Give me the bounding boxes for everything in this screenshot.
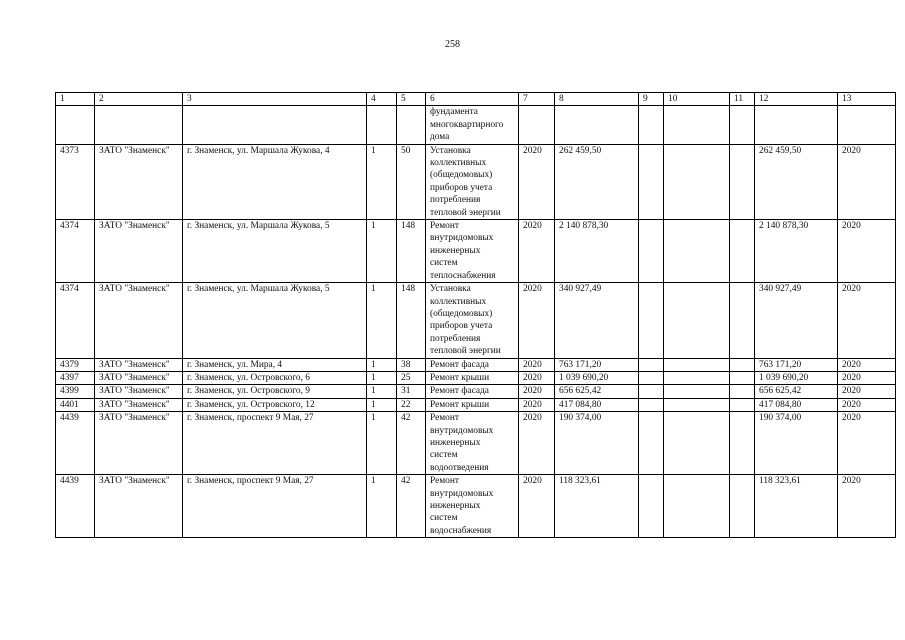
col-5-value-cell: 25	[397, 371, 426, 384]
col-13-year-cell: 2020	[838, 398, 896, 411]
col-7-year-cell: 2020	[519, 220, 555, 283]
col-10-value-cell	[664, 398, 730, 411]
col-7-year-cell: 2020	[519, 283, 555, 358]
col-5-value-cell: 148	[397, 220, 426, 283]
record-number-cell: 4379	[56, 358, 95, 371]
col-9-value-cell	[639, 358, 664, 371]
table-row	[56, 412, 896, 475]
col-13-year-cell: 2020	[838, 412, 896, 475]
col-4-value-cell: 1	[367, 283, 397, 358]
col-9-value-cell	[639, 220, 664, 283]
address-cell	[183, 106, 367, 144]
column-header: 8	[555, 93, 639, 106]
header-row	[56, 93, 896, 106]
cost-col-12-cell: 262 459,50	[755, 144, 838, 219]
municipality-cell: ЗАТО "Знаменск"	[95, 371, 183, 384]
column-header: 7	[519, 93, 555, 106]
col-9-value-cell	[639, 371, 664, 384]
col-13-year-cell: 2020	[838, 220, 896, 283]
address-cell: г. Знаменск, ул. Маршала Жукова, 5	[183, 283, 367, 358]
municipality-cell: ЗАТО "Знаменск"	[95, 220, 183, 283]
address-cell: г. Знаменск, ул. Маршала Жукова, 5	[183, 220, 367, 283]
record-number-cell: 4374	[56, 283, 95, 358]
address-cell: г. Знаменск, проспект 9 Мая, 27	[183, 475, 367, 538]
address-cell: г. Знаменск, ул. Островского, 12	[183, 398, 367, 411]
col-10-value-cell	[664, 385, 730, 398]
table-row	[56, 475, 896, 538]
column-header: 6	[426, 93, 519, 106]
column-header: 1	[56, 93, 95, 106]
column-header: 9	[639, 93, 664, 106]
col-11-value-cell	[730, 371, 755, 384]
cost-col-12-cell: 763 171,20	[755, 358, 838, 371]
cost-col-12-cell: 190 374,00	[755, 412, 838, 475]
col-13-year-cell: 2020	[838, 385, 896, 398]
col-9-value-cell	[639, 144, 664, 219]
cost-total-cell: 118 323,61	[555, 475, 639, 538]
col-4-value-cell	[367, 106, 397, 144]
col-4-value-cell: 1	[367, 475, 397, 538]
work-type-cell: Ремонт крыши	[426, 371, 519, 384]
work-type-cell: фундамента многоквартирного дома	[426, 106, 519, 144]
work-type-cell: Ремонт внутридомовых инженерных систем водоснабжения	[426, 475, 519, 538]
column-header: 10	[664, 93, 730, 106]
col-11-value-cell	[730, 412, 755, 475]
col-11-value-cell	[730, 358, 755, 371]
cost-col-12-cell: 340 927,49	[755, 283, 838, 358]
col-13-year-cell: 2020	[838, 475, 896, 538]
address-cell: г. Знаменск, ул. Островского, 9	[183, 385, 367, 398]
col-7-year-cell: 2020	[519, 475, 555, 538]
work-type-cell: Установка коллективных (общедомовых) приборов учета потребления тепловой энергии	[426, 144, 519, 219]
municipality-cell: ЗАТО "Знаменск"	[95, 144, 183, 219]
col-11-value-cell	[730, 106, 755, 144]
table-row	[56, 385, 896, 398]
municipality-cell: ЗАТО "Знаменск"	[95, 398, 183, 411]
work-type-cell: Ремонт фасада	[426, 385, 519, 398]
col-11-value-cell	[730, 475, 755, 538]
col-10-value-cell	[664, 220, 730, 283]
col-9-value-cell	[639, 283, 664, 358]
record-number-cell: 4373	[56, 144, 95, 219]
col-4-value-cell: 1	[367, 412, 397, 475]
work-type-cell: Ремонт фасада	[426, 358, 519, 371]
works-table	[55, 92, 896, 538]
col-4-value-cell: 1	[367, 398, 397, 411]
record-number-cell: 4439	[56, 475, 95, 538]
col-5-value-cell: 148	[397, 283, 426, 358]
col-9-value-cell	[639, 412, 664, 475]
col-10-value-cell	[664, 371, 730, 384]
table-row	[56, 358, 896, 371]
cost-col-12-cell: 417 084,80	[755, 398, 838, 411]
municipality-cell	[95, 106, 183, 144]
cost-total-cell: 417 084,80	[555, 398, 639, 411]
col-10-value-cell	[664, 283, 730, 358]
work-type-cell: Ремонт внутридомовых инженерных систем теплоснабжения	[426, 220, 519, 283]
col-5-value-cell: 42	[397, 475, 426, 538]
col-11-value-cell	[730, 385, 755, 398]
col-13-year-cell: 2020	[838, 371, 896, 384]
cost-col-12-cell: 1 039 690,20	[755, 371, 838, 384]
cost-total-cell: 763 171,20	[555, 358, 639, 371]
col-9-value-cell	[639, 106, 664, 144]
col-10-value-cell	[664, 144, 730, 219]
address-cell: г. Знаменск, проспект 9 Мая, 27	[183, 412, 367, 475]
address-cell: г. Знаменск, ул. Маршала Жукова, 4	[183, 144, 367, 219]
work-type-cell: Установка коллективных (общедомовых) приборов учета потребления тепловой энергии	[426, 283, 519, 358]
cost-total-cell: 2 140 878,30	[555, 220, 639, 283]
column-header: 3	[183, 93, 367, 106]
col-10-value-cell	[664, 358, 730, 371]
municipality-cell: ЗАТО "Знаменск"	[95, 358, 183, 371]
address-cell: г. Знаменск, ул. Островского, 6	[183, 371, 367, 384]
col-5-value-cell: 22	[397, 398, 426, 411]
municipality-cell: ЗАТО "Знаменск"	[95, 283, 183, 358]
page-number: 258	[445, 39, 460, 50]
record-number-cell: 4439	[56, 412, 95, 475]
col-5-value-cell: 31	[397, 385, 426, 398]
table-row	[56, 220, 896, 283]
col-13-year-cell: 2020	[838, 358, 896, 371]
col-5-value-cell: 50	[397, 144, 426, 219]
col-11-value-cell	[730, 398, 755, 411]
col-10-value-cell	[664, 412, 730, 475]
work-type-cell: Ремонт внутридомовых инженерных систем водоотведения	[426, 412, 519, 475]
col-7-year-cell: 2020	[519, 398, 555, 411]
municipality-cell: ЗАТО "Знаменск"	[95, 412, 183, 475]
col-9-value-cell	[639, 398, 664, 411]
col-9-value-cell	[639, 475, 664, 538]
cost-col-12-cell: 656 625,42	[755, 385, 838, 398]
column-header: 13	[838, 93, 896, 106]
cost-total-cell: 1 039 690,20	[555, 371, 639, 384]
table-row	[56, 106, 896, 144]
work-type-cell: Ремонт крыши	[426, 398, 519, 411]
col-13-year-cell	[838, 106, 896, 144]
col-10-value-cell	[664, 475, 730, 538]
col-7-year-cell: 2020	[519, 144, 555, 219]
col-7-year-cell: 2020	[519, 412, 555, 475]
column-header: 4	[367, 93, 397, 106]
column-header: 2	[95, 93, 183, 106]
address-cell: г. Знаменск, ул. Мира, 4	[183, 358, 367, 371]
record-number-cell	[56, 106, 95, 144]
cost-col-12-cell: 2 140 878,30	[755, 220, 838, 283]
col-4-value-cell: 1	[367, 220, 397, 283]
col-5-value-cell: 42	[397, 412, 426, 475]
col-7-year-cell	[519, 106, 555, 144]
col-5-value-cell	[397, 106, 426, 144]
record-number-cell: 4399	[56, 385, 95, 398]
col-11-value-cell	[730, 220, 755, 283]
cost-col-12-cell	[755, 106, 838, 144]
col-10-value-cell	[664, 106, 730, 144]
col-7-year-cell: 2020	[519, 385, 555, 398]
column-header: 5	[397, 93, 426, 106]
record-number-cell: 4374	[56, 220, 95, 283]
col-11-value-cell	[730, 144, 755, 219]
cost-col-12-cell: 118 323,61	[755, 475, 838, 538]
col-7-year-cell: 2020	[519, 358, 555, 371]
col-9-value-cell	[639, 385, 664, 398]
column-header: 12	[755, 93, 838, 106]
col-4-value-cell: 1	[367, 358, 397, 371]
cost-total-cell: 656 625,42	[555, 385, 639, 398]
record-number-cell: 4397	[56, 371, 95, 384]
column-header: 11	[730, 93, 755, 106]
col-4-value-cell: 1	[367, 371, 397, 384]
col-4-value-cell: 1	[367, 144, 397, 219]
record-number-cell: 4401	[56, 398, 95, 411]
table-row	[56, 371, 896, 384]
table-row	[56, 144, 896, 219]
cost-total-cell	[555, 106, 639, 144]
municipality-cell: ЗАТО "Знаменск"	[95, 385, 183, 398]
cost-total-cell: 340 927,49	[555, 283, 639, 358]
col-5-value-cell: 38	[397, 358, 426, 371]
col-7-year-cell: 2020	[519, 371, 555, 384]
table-row	[56, 283, 896, 358]
col-4-value-cell: 1	[367, 385, 397, 398]
cost-total-cell: 190 374,00	[555, 412, 639, 475]
cost-total-cell: 262 459,50	[555, 144, 639, 219]
table-row	[56, 398, 896, 411]
municipality-cell: ЗАТО "Знаменск"	[95, 475, 183, 538]
col-13-year-cell: 2020	[838, 283, 896, 358]
col-11-value-cell	[730, 283, 755, 358]
col-13-year-cell: 2020	[838, 144, 896, 219]
